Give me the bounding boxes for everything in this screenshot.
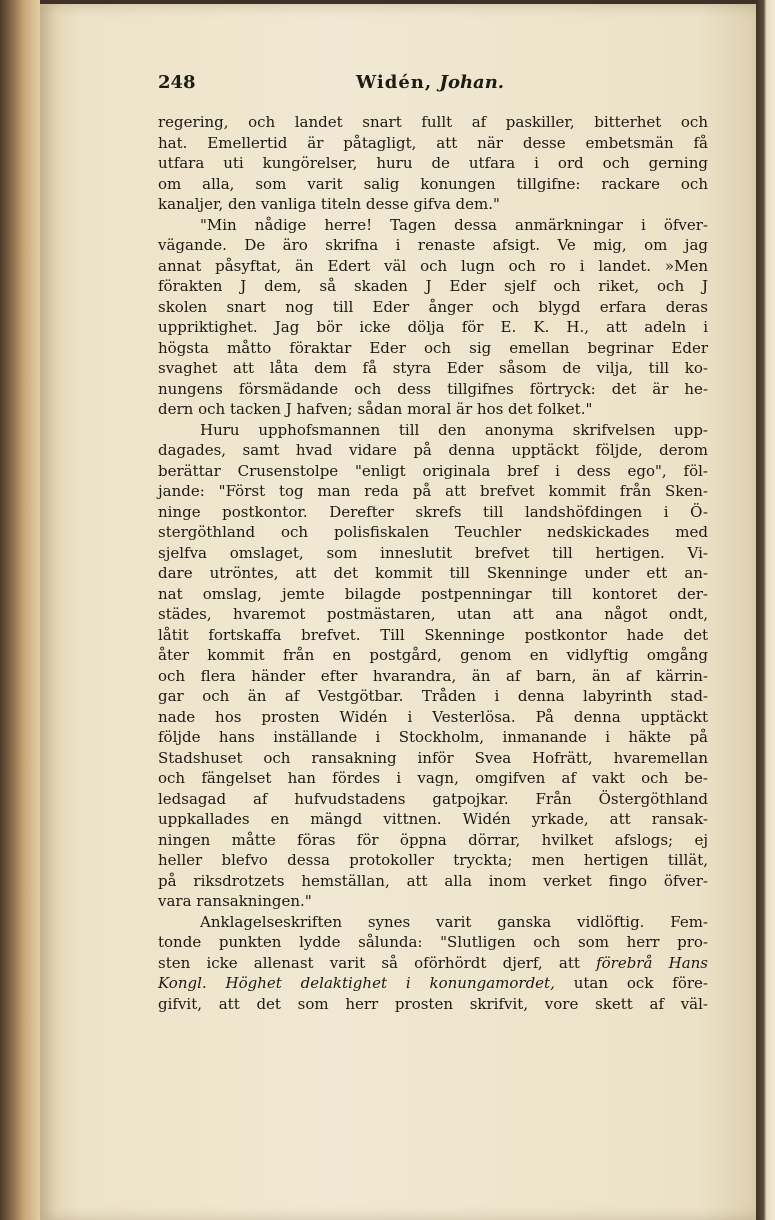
paragraph <box>158 420 708 912</box>
text-line: Stadshuset och ransakning inför Svea Hofrätt, hvaremellan <box>158 748 708 767</box>
text-line: utfara uti kungörelser, huru de utfara i ord och gerning <box>158 154 708 172</box>
body-text <box>158 112 708 1014</box>
text-line: skolen snart nog till Eder ånger och blygd erfara deras <box>158 297 708 316</box>
text-line: jande: "Först tog man reda på att brefvet kommit från Sken- <box>158 482 708 500</box>
text-line: gar och än af Vestgötbar. Tråden i denna labyrinth stad- <box>158 687 708 705</box>
text-line: ningen måtte föras för öppna dörrar, hvilket afslogs; ej <box>158 830 708 849</box>
text-line: städes, hvaremot postmästaren, utan att ana något ondt, <box>158 605 708 623</box>
text-line: nade hos prosten Widén i Vesterlösa. På denna upptäckt <box>158 707 708 726</box>
text-line: heller blefvo dessa protokoller tryckta; men hertigen tillät, <box>158 851 708 869</box>
page-number: 248 <box>158 72 196 93</box>
text-line: Anklagelseskriften synes varit ganska vidlöftig. Fem- <box>200 912 708 931</box>
text-line: på riksdrotzets hemställan, att alla inom verket fingo öfver- <box>158 871 708 890</box>
text-line: och flera händer efter hvarandra, än af barn, än af kärrin- <box>158 666 708 685</box>
text-line: svaghet att låta dem få styra Eder såsom de vilja, till ko- <box>158 359 708 377</box>
text-line: berättar Crusenstolpe "enligt originala bref i dess ego", föl- <box>158 461 708 480</box>
text-line: och fängelset han fördes i vagn, omgifven af vakt och be- <box>158 769 708 787</box>
text-line: stergöthland och polisfiskalen Teuchler nedskickades med <box>158 523 708 541</box>
text-line: hat. Emellertid är påtagligt, att när desse embetsmän få <box>158 133 708 152</box>
text-line: annat påsyftat, än Edert väl och lugn och ro i landet. »Men <box>158 256 708 275</box>
text-line: förakten J dem, så skaden J Eder sjelf och riket, och J <box>158 277 708 295</box>
text-line <box>158 973 708 994</box>
text-line <box>158 953 708 974</box>
text-line: kanaljer, den vanliga titeln desse gifva dem." <box>158 195 500 213</box>
running-head <box>356 72 504 93</box>
text-run: utan ock före- <box>573 974 708 992</box>
text-line: åter kommit från en postgård, genom en vidlyftig omgång <box>158 646 708 664</box>
page-edge <box>756 0 775 1220</box>
page-header <box>158 72 708 102</box>
text-line: dare utröntes, att det kommit till Skenninge under ett an- <box>158 564 708 582</box>
text-line: nat omslag, jemte bilagde postpenningar till kontoret der- <box>158 584 708 603</box>
text-line: dagades, samt hvad vidare på denna upptäckt följde, derom <box>158 441 708 459</box>
text-line: låtit fortskaffa brefvet. Till Skenninge postkontor hade det <box>158 625 708 644</box>
text-line: uppkallades en mängd vittnen. Widén yrkade, att ransak- <box>158 810 708 828</box>
book-spine <box>0 0 40 1220</box>
text-line: regering, och landet snart fullt af paskiller, bitterhet och <box>158 113 708 131</box>
text-line: följde hans inställande i Stockholm, inmanande i häkte på <box>158 728 708 746</box>
text-line: tonde punkten lydde sålunda: "Slutligen och som herr pro- <box>158 933 708 951</box>
paragraph <box>158 215 708 420</box>
text-run: sten icke allenast varit så oförhördt djerf, att <box>158 953 580 972</box>
text-line: ninge postkontor. Derefter skrefs till landshöfdingen i Ö- <box>158 502 708 521</box>
text-line: högsta måtto föraktar Eder och sig emellan begrinar Eder <box>158 338 708 357</box>
italic-run: förebrå Hans <box>596 953 708 972</box>
text-line: dern och tacken J hafven; sådan moral är hos det folket." <box>158 400 593 418</box>
running-head-given-name: Johan. <box>439 72 505 93</box>
text-line: nungens försmädande och dess tillgifnes förtryck: det är he- <box>158 379 708 398</box>
paragraph <box>158 912 708 1015</box>
text-line: Huru upphofsmannen till den anonyma skrifvelsen upp- <box>200 420 708 439</box>
italic-run: Kongl. Höghet delaktighet i konungamordet, <box>158 974 555 992</box>
text-line: vara ransakningen." <box>158 892 312 910</box>
text-line: uppriktighet. Jag bör icke dölja för E. K. H., att adeln i <box>158 318 708 336</box>
text-line: ledsagad af hufvudstadens gatpojkar. Från Östergöthland <box>158 789 708 808</box>
text-line: "Min nådige herre! Tagen dessa anmärkningar i öfver- <box>200 215 708 234</box>
running-head-surname: Widén, <box>356 72 433 93</box>
text-line: sjelfva omslaget, som inneslutit brefvet till hertigen. Vi- <box>158 543 708 562</box>
text-line: gifvit, att det som herr prosten skrifvit, vore skett af väl- <box>158 994 708 1013</box>
text-line: om alla, som varit salig konungen tillgifne: rackare och <box>158 174 708 193</box>
text-line: vägande. De äro skrifna i renaste afsigt. Ve mig, om jag <box>158 236 708 254</box>
paragraph <box>158 112 708 215</box>
